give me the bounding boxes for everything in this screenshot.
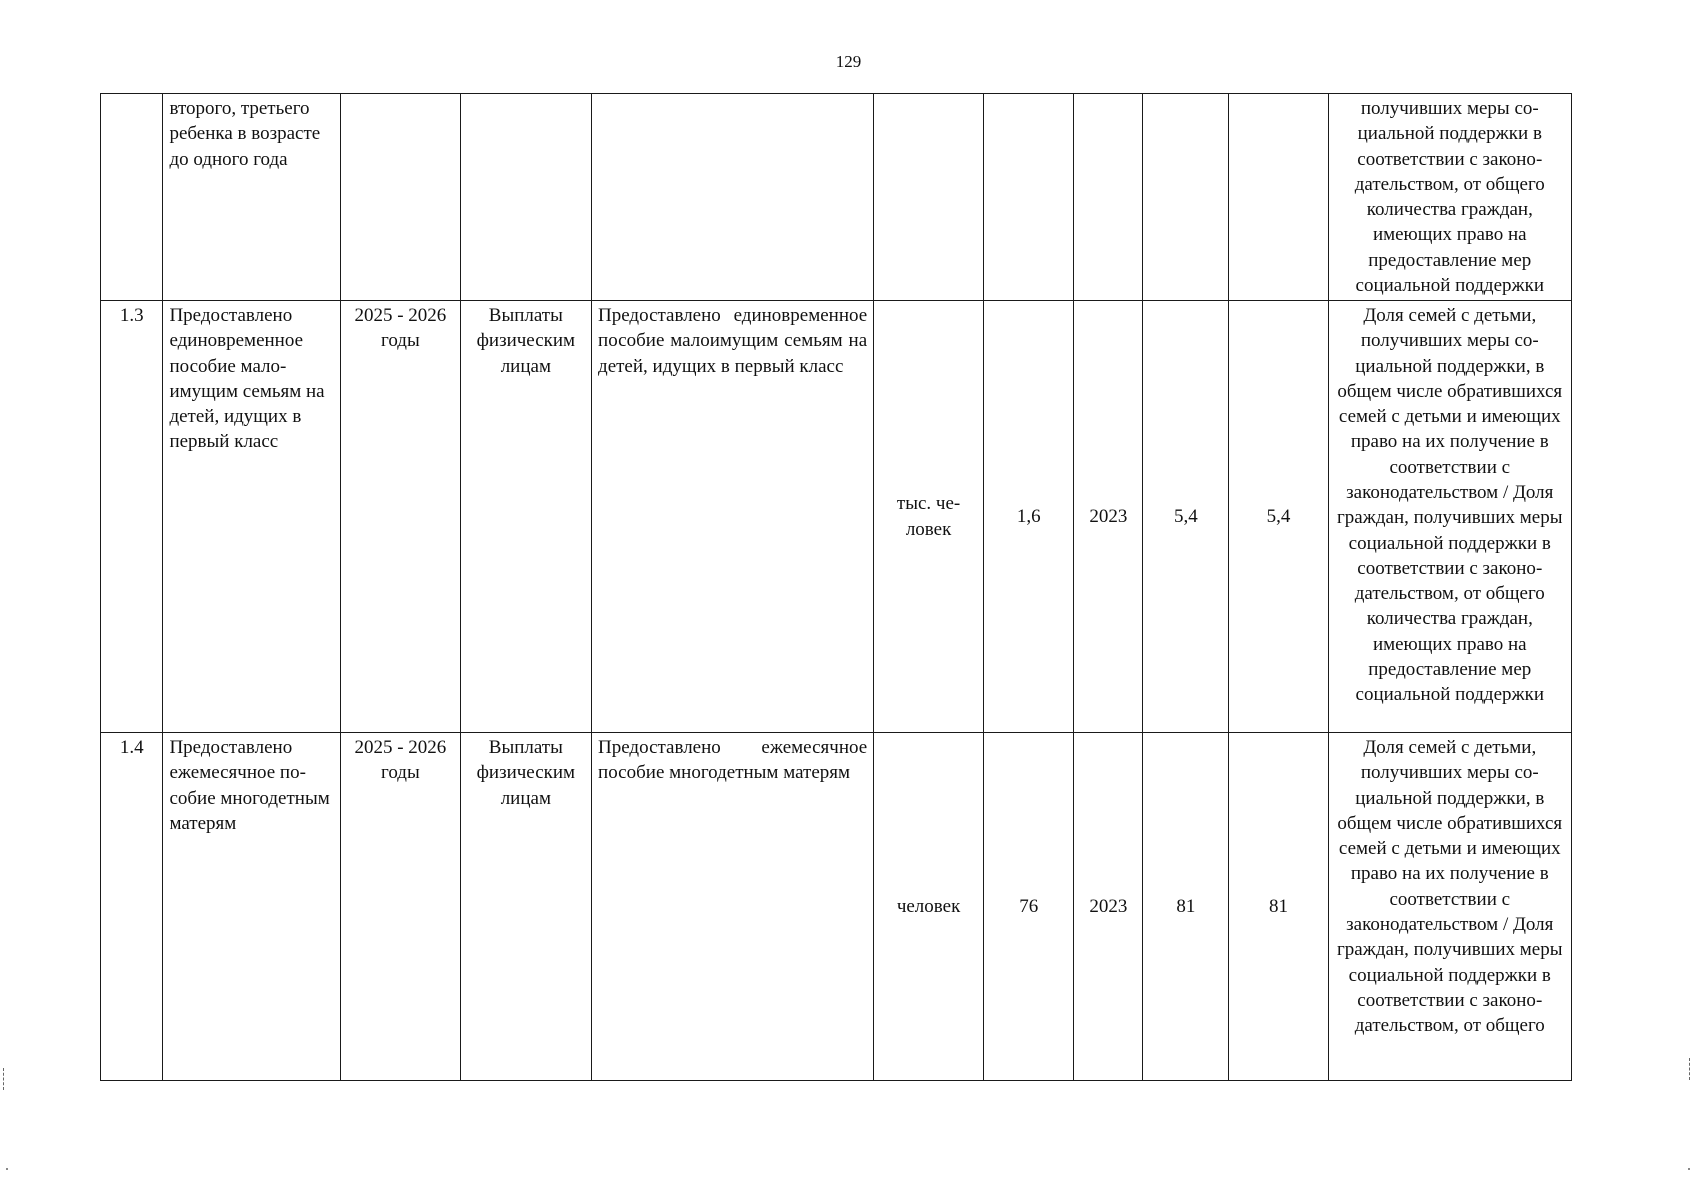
- scan-dot: [6, 1168, 8, 1170]
- description-cell: Предоставлено ежемесячное пособие многодетным матерям: [592, 733, 874, 1081]
- table-row: [101, 94, 1572, 301]
- scan-edge-mark-right: [1689, 1058, 1691, 1080]
- base-value-cell: 1,6: [983, 301, 1073, 733]
- measure-name-cell: Предоставлено ежемесячное пособие многодетным матерям: [163, 733, 341, 1081]
- page-number: 129: [835, 52, 862, 71]
- indicator-note-cell: Доля семей с детьми, получивших меры социальной поддержки, в общем числе обратившихся семей с детьми и имеющих право на их получение в соответствии с законодательством / Доля граждан, получивших меры социальной поддержки в соответствии с законодательством, от общего: [1328, 733, 1571, 1081]
- base-value-cell: [983, 94, 1073, 301]
- unit-cell: человек: [874, 733, 984, 1081]
- indicator-note-cell: Доля семей с детьми, получивших меры социальной поддержки, в общем числе обратившихся семей с детьми и имеющих право на их получение в соответствии с законодательством / Доля граждан, получивших меры социальной поддержки в соответствии с законодательством, от общего количества граждан, имеющих право на предоставление мер социальной поддержки: [1328, 301, 1571, 733]
- description-cell: Предоставлено единовременное пособие малоимущим семьям на детей, идущих в первый класс: [592, 301, 874, 733]
- value-2026-cell: 5,4: [1229, 301, 1328, 733]
- indicator-note-cell: получивших меры социальной поддержки в соответствии с законодательством, от общего количества граждан, имеющих право на предоставление мер социальной поддержки: [1328, 94, 1571, 301]
- table-row: [101, 733, 1572, 1081]
- base-year-cell: 2023: [1074, 301, 1143, 733]
- unit-cell: [874, 94, 984, 301]
- row-number-cell: 1.4: [101, 733, 163, 1081]
- period-cell: 2025 - 2026 годы: [341, 301, 461, 733]
- value-2025-cell: [1143, 94, 1229, 301]
- measure-name-cell: второго, третьего ребенка в возрасте до одного года: [163, 94, 341, 301]
- unit-cell: тыс. человек: [874, 301, 984, 733]
- value-2026-cell: [1229, 94, 1328, 301]
- measure-type-cell: Выплаты физическим лицам: [460, 301, 591, 733]
- period-cell: 2025 - 2026 годы: [341, 733, 461, 1081]
- scan-dot: [1688, 1168, 1690, 1170]
- scan-edge-mark-left: [3, 1068, 5, 1090]
- value-2025-cell: 81: [1143, 733, 1229, 1081]
- row-number-cell: 1.3: [101, 301, 163, 733]
- row-number-cell: [101, 94, 163, 301]
- measures-table: [100, 93, 1572, 1081]
- measure-name-cell: Предоставлено единовременное пособие малоимущим семьям на детей, идущих в первый класс: [163, 301, 341, 733]
- measure-type-cell: [460, 94, 591, 301]
- value-2025-cell: 5,4: [1143, 301, 1229, 733]
- period-cell: [341, 94, 461, 301]
- base-year-cell: 2023: [1074, 733, 1143, 1081]
- value-2026-cell: 81: [1229, 733, 1328, 1081]
- table-row: [101, 301, 1572, 733]
- base-year-cell: [1074, 94, 1143, 301]
- base-value-cell: 76: [983, 733, 1073, 1081]
- description-cell: [592, 94, 874, 301]
- measure-type-cell: Выплаты физическим лицам: [460, 733, 591, 1081]
